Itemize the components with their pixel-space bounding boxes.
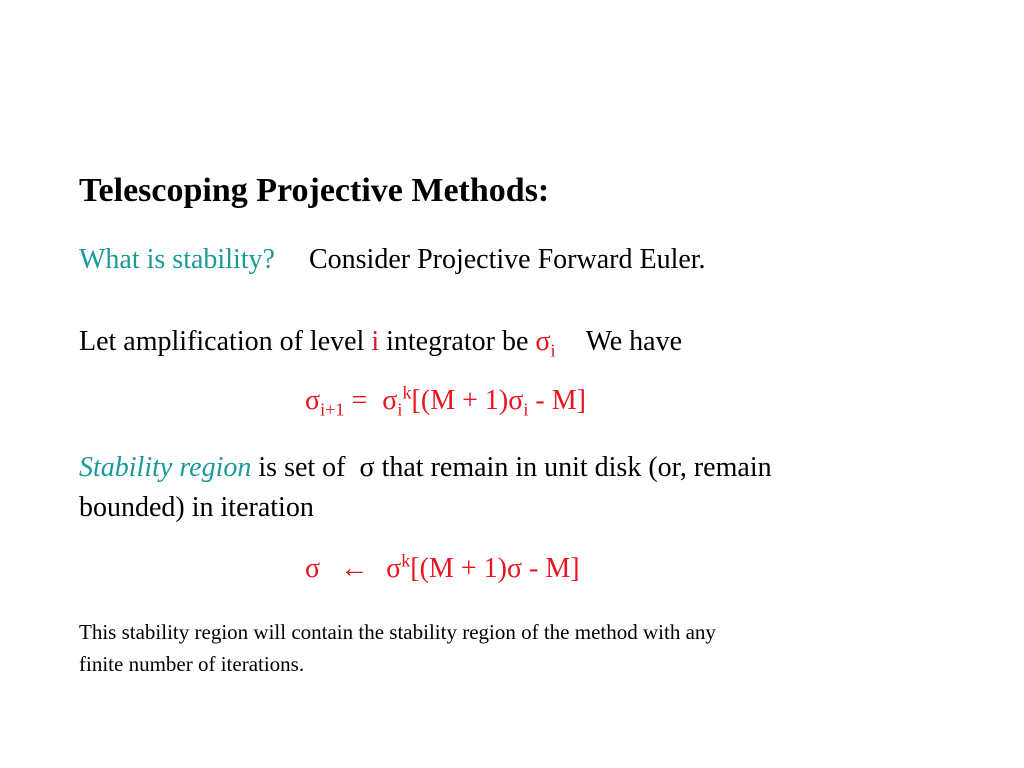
note-line-2: finite number of iterations. <box>79 652 305 676</box>
iter-sigma: σ <box>305 553 321 584</box>
amplification-line <box>79 326 683 361</box>
paragraph-text-a: is set of <box>251 452 360 483</box>
stability-question-line <box>79 244 706 276</box>
rhs-subscript: i <box>397 399 403 420</box>
stability-region-line-1 <box>79 452 772 484</box>
sigma-symbol: σ <box>535 326 551 357</box>
rhs-superscript: k <box>402 382 412 403</box>
paragraph-sigma: σ <box>359 452 375 483</box>
equation-iteration <box>305 550 580 585</box>
bracket-close: - M] <box>528 385 586 416</box>
iter-inner-sigma: σ <box>506 553 523 584</box>
level-variable: i <box>371 326 380 357</box>
iter-bracket-close: - M] <box>522 553 580 584</box>
iter-rhs-sigma: σ <box>386 553 402 584</box>
paragraph-text-b: that remain in unit disk (or, remain <box>374 452 772 483</box>
rhs-sigma: σ <box>382 385 398 416</box>
slide-title: Telescoping Projective Methods: <box>79 172 550 209</box>
amplification-prefix: Let amplification of level <box>79 326 372 357</box>
sigma-subscript: i <box>550 340 556 361</box>
note-line-1: This stability region will contain the stability region of the method with any <box>79 620 716 644</box>
projective-euler-statement: Consider Projective Forward Euler. <box>308 244 706 275</box>
we-have-text: We have <box>585 326 683 357</box>
stability-region-term: Stability region <box>79 452 252 483</box>
iter-rhs-superscript: k <box>401 550 411 571</box>
stability-question: What is stability? <box>79 244 275 275</box>
inner-subscript: i <box>523 399 529 420</box>
inner-sigma: σ <box>508 385 524 416</box>
left-arrow-icon: ← <box>340 553 369 584</box>
amplification-middle: integrator be <box>379 326 536 357</box>
equals-sign: = <box>344 385 375 416</box>
lhs-sigma: σ <box>305 385 321 416</box>
sigma-i-symbol <box>535 326 556 361</box>
iter-bracket-open: [(M + 1) <box>410 553 507 584</box>
lhs-subscript: i+1 <box>320 399 345 420</box>
bracket-open: [(M + 1) <box>411 385 509 416</box>
equation-recurrence <box>305 382 586 420</box>
stability-region-line-2: bounded) in iteration <box>79 492 314 523</box>
